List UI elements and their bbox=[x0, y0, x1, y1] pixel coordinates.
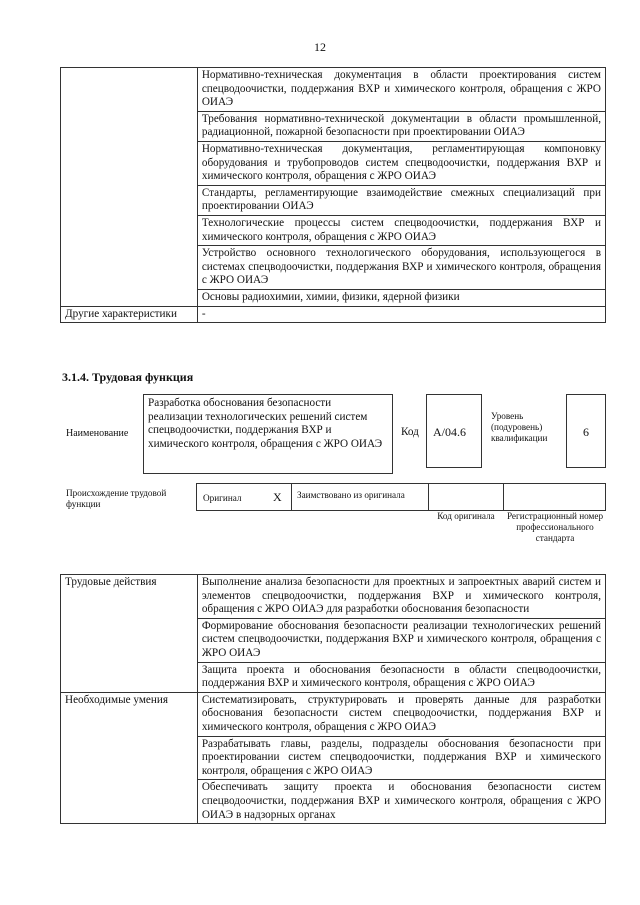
required-skills-label: Необходимые умения bbox=[61, 692, 198, 823]
origin-label: Происхождение трудовой функции bbox=[66, 488, 167, 509]
original-label: Оригинал bbox=[203, 493, 242, 503]
code-box bbox=[426, 394, 482, 468]
borrowed-box bbox=[291, 483, 429, 511]
page-number: 12 bbox=[314, 40, 326, 54]
skill-item: Систематизировать, структурировать и проверять данные для разработки обоснования безопасности систем спецводоочистки, поддержания ВХР и химического контроля, обращения с ЖРО ОИАЭ bbox=[197, 692, 605, 736]
knowledge-table bbox=[60, 67, 606, 323]
reg-number-box bbox=[503, 483, 606, 511]
labor-action-item: Защита проекта и обоснования безопасности в области спецводоочистки, поддержания ВХР и химического контроля, обращения с ЖРО ОИАЭ bbox=[197, 662, 605, 692]
code-value: А/04.6 bbox=[433, 425, 466, 439]
name-label: Наименование bbox=[66, 428, 129, 439]
function-name-box bbox=[143, 394, 393, 474]
level-label: Уровень (подуровень) квалификации bbox=[491, 411, 548, 443]
original-box bbox=[196, 483, 292, 511]
function-name-value: Разработка обоснования безопасности реализации технологических решений систем спецводоочистки, поддержания ВХР и химического контроля, обращения с ЖРО ОИАЭ bbox=[148, 397, 383, 450]
other-characteristics-label: Другие характеристики bbox=[61, 306, 198, 323]
knowledge-item: Нормативно-техническая документация в области проектирования систем спецводоочистки, поддержания ВХР и химического контроля, обращения с ЖРО ОИАЭ bbox=[197, 68, 605, 112]
code-original-label: Код оригинала bbox=[437, 511, 495, 521]
skill-item: Обеспечивать защиту проекта и обоснования безопасности систем спецводоочистки, поддержания ВХР и химического контроля, обращения с ЖРО ОИАЭ в надзорных органах bbox=[197, 780, 605, 824]
knowledge-item: Основы радиохимии, химии, физики, ядерной физики bbox=[197, 289, 605, 306]
code-label: Код bbox=[401, 426, 419, 438]
reg-number-label: Регистрационный номер профессионального стандарта bbox=[506, 511, 604, 543]
knowledge-label-cell bbox=[61, 68, 198, 307]
other-characteristics-value: - bbox=[197, 306, 605, 323]
labor-action-item: Выполнение анализа безопасности для проектных и запроектных аварий систем и элементов спецводоочистки, поддержания ВХР и химического контроля, обращения с ЖРО ОИАЭ для разработки обоснования безопасности bbox=[197, 575, 605, 619]
level-value: 6 bbox=[583, 425, 589, 439]
labor-action-item: Формирование обоснования безопасности реализации технологических решений систем спецводоочистки, поддержания ВХР и химического контроля, обращения с ЖРО ОИАЭ bbox=[197, 618, 605, 662]
actions-skills-table bbox=[60, 574, 606, 824]
knowledge-item: Устройство основного технологического оборудования, использующегося в системах спецводоочистки, поддержания ВХР и химического контроля, обращения с ЖРО ОИАЭ bbox=[197, 246, 605, 290]
code-original-box bbox=[428, 483, 504, 511]
section-heading: 3.1.4. Трудовая функция bbox=[62, 370, 194, 384]
knowledge-item: Нормативно-техническая документация, регламентирующая компоновку оборудования и трубопроводов систем спецводоочистки, поддержания ВХР и химического контроля, обращения с ЖРО ОИАЭ bbox=[197, 141, 605, 185]
original-mark: Х bbox=[273, 490, 282, 504]
knowledge-item: Требования нормативно-технической документации в области промышленной, радиационной, пожарной безопасности при проектировании ОИАЭ bbox=[197, 111, 605, 141]
knowledge-item: Технологические процессы систем спецводоочистки, поддержания ВХР и химического контроля, обращения с ЖРО ОИАЭ bbox=[197, 215, 605, 245]
level-box bbox=[566, 394, 606, 468]
labor-actions-label: Трудовые действия bbox=[61, 575, 198, 693]
skill-item: Разрабатывать главы, разделы, подразделы обоснования безопасности при проектировании систем спецводоочистки, поддержания ВХР и химического контроля, обращения с ЖРО ОИАЭ bbox=[197, 736, 605, 780]
borrowed-label: Заимствовано из оригинала bbox=[297, 490, 405, 500]
knowledge-item: Стандарты, регламентирующие взаимодействие смежных специализаций при проектировании ОИАЭ bbox=[197, 185, 605, 215]
